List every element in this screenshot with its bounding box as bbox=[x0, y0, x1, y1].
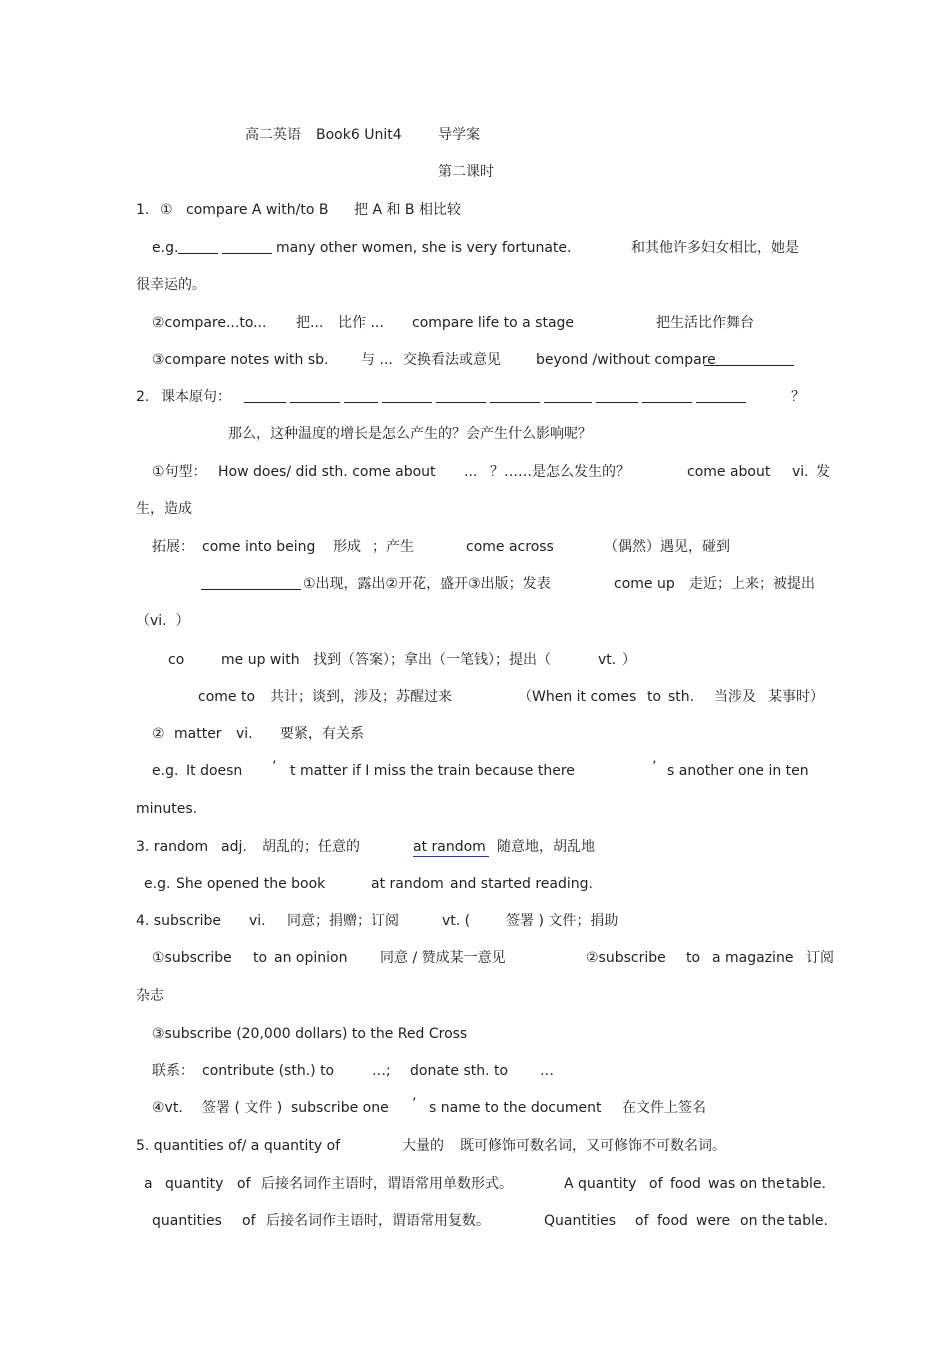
s2-p1-label: ①句型： bbox=[152, 464, 207, 480]
s2-ext-label: 拓展： bbox=[152, 539, 194, 555]
s4-pos-vt: vt. ( bbox=[442, 913, 471, 929]
s2-m-pos: vi. bbox=[236, 726, 253, 742]
s2-ext-cn2: （偶然）遇见，碰到 bbox=[604, 539, 730, 555]
s5-phrase: 5. quantities of/ a quantity of bbox=[136, 1138, 341, 1154]
s1-item2-cn2: 比作 ... bbox=[338, 315, 384, 331]
s1-eg-cn-cont: 很幸运的。 bbox=[136, 277, 206, 293]
doc-subtitle: 第二课时 bbox=[438, 164, 494, 180]
s2-blank bbox=[344, 388, 378, 403]
s3-cn2: 随意地，胡乱地 bbox=[497, 839, 595, 855]
s2-ext-comeup-b: me up with bbox=[221, 652, 300, 668]
s2-ext-comeup-cn: 找到（答案）；拿出（一笔钱）；提出（ bbox=[313, 652, 551, 668]
s4-r4-d: ’ bbox=[412, 1096, 417, 1112]
s5-cn2: 既可修饰可数名词，又可修饰不可数名词。 bbox=[460, 1138, 726, 1154]
s4-lx-contribute: contribute (sth.) to bbox=[202, 1063, 335, 1079]
s2-ext-cn5: 当涉及 bbox=[714, 689, 756, 705]
s4-lx-donate: donate sth. to bbox=[410, 1063, 509, 1079]
s5-r2-f: food bbox=[657, 1213, 688, 1229]
s4-r4-f: 在文件上签名 bbox=[622, 1100, 706, 1116]
doc-title-cn: 高二英语 bbox=[245, 127, 301, 143]
doc-title-book: Book6 Unit4 bbox=[316, 127, 402, 143]
s2-ext-pos: （vi. ） bbox=[136, 613, 190, 629]
s2-p1-cn2: 发 bbox=[816, 464, 830, 480]
doc-title-guide: 导学案 bbox=[438, 127, 480, 143]
s2-ext-phrase1: come into being bbox=[202, 539, 316, 555]
s1-item3-beyond: beyond /without compare bbox=[536, 352, 716, 368]
s1-circle: ① bbox=[160, 202, 173, 218]
s2-ext-comeup-a: co bbox=[168, 652, 185, 668]
s4-r1-f: to bbox=[686, 950, 701, 966]
s1-item2-example: compare life to a stage bbox=[412, 315, 575, 331]
s2-ext-cn1: 形成 bbox=[333, 539, 361, 555]
s2-ext-when: （When it comes bbox=[518, 689, 637, 705]
s2-eg-c: s another one in ten bbox=[667, 763, 809, 779]
s3-pos: adj. bbox=[221, 839, 247, 855]
s2-eg-d: minutes. bbox=[136, 801, 198, 817]
s4-pos-vi: vi. bbox=[249, 913, 266, 929]
s4-r4-b: 签署 ( 文件 ) bbox=[202, 1100, 283, 1116]
s1-item2-cn1: 把... bbox=[296, 315, 324, 331]
s5-r1-g: food bbox=[670, 1176, 701, 1192]
s5-r2-a: quantities bbox=[152, 1213, 222, 1229]
s5-r1-i: table. bbox=[786, 1176, 826, 1192]
s2-eg-b: t matter if I miss the train because there bbox=[290, 763, 575, 779]
s2-blank bbox=[696, 388, 746, 403]
s5-r2-i: table. bbox=[788, 1213, 828, 1229]
s1-blank-2 bbox=[222, 239, 272, 254]
s4-r1-b: to bbox=[253, 950, 268, 966]
s1-item3-blank bbox=[704, 351, 794, 366]
s5-r1-a: a bbox=[144, 1176, 153, 1192]
s2-p1-pattern: How does/ did sth. come about bbox=[218, 464, 436, 480]
s2-ext-phrase3: come up bbox=[614, 576, 675, 592]
s5-r2-g: were bbox=[696, 1213, 731, 1229]
s2-number: 2. bbox=[136, 389, 150, 405]
s3-eg-a: She opened the book bbox=[176, 876, 326, 892]
s2-m-cn: 要紧，有关系 bbox=[280, 726, 364, 742]
s4-r1-h: 订阅 bbox=[806, 950, 834, 966]
s2-eg-apos2: ’ bbox=[652, 759, 657, 775]
s5-r2-b: of bbox=[242, 1213, 256, 1229]
s2-ext-comeup-end: ） bbox=[622, 652, 636, 668]
s4-lx-dots1: …; bbox=[372, 1063, 391, 1079]
s1-item3-phrase: ③compare notes with sb. bbox=[152, 352, 329, 368]
s5-r1-f: of bbox=[649, 1176, 663, 1192]
s5-r2-c: 后接名词作主语时，谓语常用复数。 bbox=[266, 1213, 490, 1229]
s2-eg-apos1: ’ bbox=[272, 759, 277, 775]
s2-ext-cn4: 走近；上来；被提出 bbox=[689, 576, 815, 592]
s3-eg-b: at random bbox=[371, 876, 444, 892]
s2-blank bbox=[596, 388, 638, 403]
s1-eg-sentence: many other women, she is very fortunate. bbox=[276, 240, 572, 256]
s2-ext-to: to bbox=[647, 689, 662, 705]
s5-r2-h: on the bbox=[740, 1213, 785, 1229]
s4-r4-a: ④vt. bbox=[152, 1100, 183, 1116]
s1-number: 1. bbox=[136, 202, 150, 218]
s5-r1-e: A quantity bbox=[564, 1176, 637, 1192]
s5-r2-e: of bbox=[635, 1213, 649, 1229]
s2-ext-cn3: ①出现，露出②开花，盛开③出版；发表 bbox=[303, 576, 551, 592]
s2-ext-cn1b: ；产生 bbox=[372, 539, 414, 555]
s2-blank bbox=[382, 388, 432, 403]
s1-item3-cn2: 交换看法或意见 bbox=[403, 352, 501, 368]
s5-r1-b: quantity bbox=[165, 1176, 224, 1192]
s2-m-circle: ② bbox=[152, 726, 165, 742]
s2-eg-a: It doesn bbox=[186, 763, 243, 779]
s4-r4-c: subscribe one bbox=[291, 1100, 389, 1116]
s4-r1-e: ②subscribe bbox=[586, 950, 666, 966]
s3-cn: 胡乱的；任意的 bbox=[262, 839, 360, 855]
s4-r4-e: s name to the document bbox=[429, 1100, 602, 1116]
s4-r3: ③subscribe (20,000 dollars) to the Red Cross bbox=[152, 1026, 468, 1042]
s5-r2-d: Quantities bbox=[544, 1213, 617, 1229]
s3-eg-c: and started reading. bbox=[450, 876, 593, 892]
s2-ext-sth: sth. bbox=[668, 689, 695, 705]
s5-cn1: 大量的 bbox=[402, 1138, 444, 1154]
s2-qmark: ？ bbox=[791, 389, 805, 405]
s1-blank-1 bbox=[178, 239, 218, 254]
s2-blank bbox=[544, 388, 592, 403]
s2-m-word: matter bbox=[174, 726, 222, 742]
s2-label: 课本原句： bbox=[161, 389, 231, 405]
s2-ext-cometo: come to bbox=[198, 689, 256, 705]
s2-ext-comeup-pos: vt. bbox=[598, 652, 617, 668]
s5-r1-c: of bbox=[237, 1176, 251, 1192]
s2-p1-pos: vi. bbox=[792, 464, 809, 480]
s2-ext-blank bbox=[201, 575, 301, 590]
s2-blank bbox=[642, 388, 692, 403]
s1-meaning: 把 A 和 B 相比较 bbox=[354, 202, 461, 218]
s2-p1-phrase: come about bbox=[687, 464, 771, 480]
s3-at-random: at random bbox=[413, 838, 489, 857]
s2-ext-cometo-cn: 共计；谈到，涉及；苏醒过来 bbox=[270, 689, 452, 705]
s1-item3-cn1: 与 ... bbox=[361, 352, 393, 368]
s1-item2-example-cn: 把生活比作舞台 bbox=[656, 315, 754, 331]
s1-eg-prefix: e.g. bbox=[152, 240, 179, 256]
s2-blank bbox=[490, 388, 540, 403]
s4-r1-g: a magazine bbox=[712, 950, 794, 966]
s4-r1-d: 同意 / 赞成某一意见 bbox=[380, 950, 506, 966]
s4-word: 4. subscribe bbox=[136, 913, 221, 929]
s2-p1-cn: ？……是怎么发生的？ bbox=[490, 464, 630, 480]
s2-ext-cn6: 某事时） bbox=[768, 689, 824, 705]
s4-r1-c: an opinion bbox=[274, 950, 348, 966]
s5-r1-h: was on the bbox=[708, 1176, 785, 1192]
s4-r1-a: ①subscribe bbox=[152, 950, 232, 966]
s2-blank bbox=[290, 388, 340, 403]
s3-word: 3. random bbox=[136, 839, 209, 855]
s1-phrase: compare A with/to B bbox=[186, 202, 329, 218]
s2-blank bbox=[244, 388, 286, 403]
s5-r1-d: 后接名词作主语时，谓语常用单数形式。 bbox=[261, 1176, 513, 1192]
s2-blank bbox=[436, 388, 486, 403]
s4-r1-i: 杂志 bbox=[136, 988, 164, 1004]
s4-lx-label: 联系： bbox=[152, 1063, 194, 1079]
s1-eg-cn: 和其他许多妇女相比，她是 bbox=[631, 240, 799, 256]
s2-eg-prefix: e.g. bbox=[152, 763, 179, 779]
s4-cn-vt: 签署 ) 文件；捐助 bbox=[506, 913, 619, 929]
s4-cn-vi: 同意；捐赠；订阅 bbox=[287, 913, 399, 929]
s2-cn-translation: 那么，这种温度的增长是怎么产生的？会产生什么影响呢？ bbox=[228, 426, 592, 442]
s2-p1-dots: ... bbox=[464, 464, 478, 480]
s1-item2-phrase: ②compare...to... bbox=[152, 315, 267, 331]
s4-lx-dots2: … bbox=[540, 1063, 554, 1079]
s3-eg-prefix: e.g. bbox=[144, 876, 171, 892]
s2-p1-cn3: 生，造成 bbox=[136, 501, 192, 517]
s2-ext-phrase2: come across bbox=[466, 539, 554, 555]
